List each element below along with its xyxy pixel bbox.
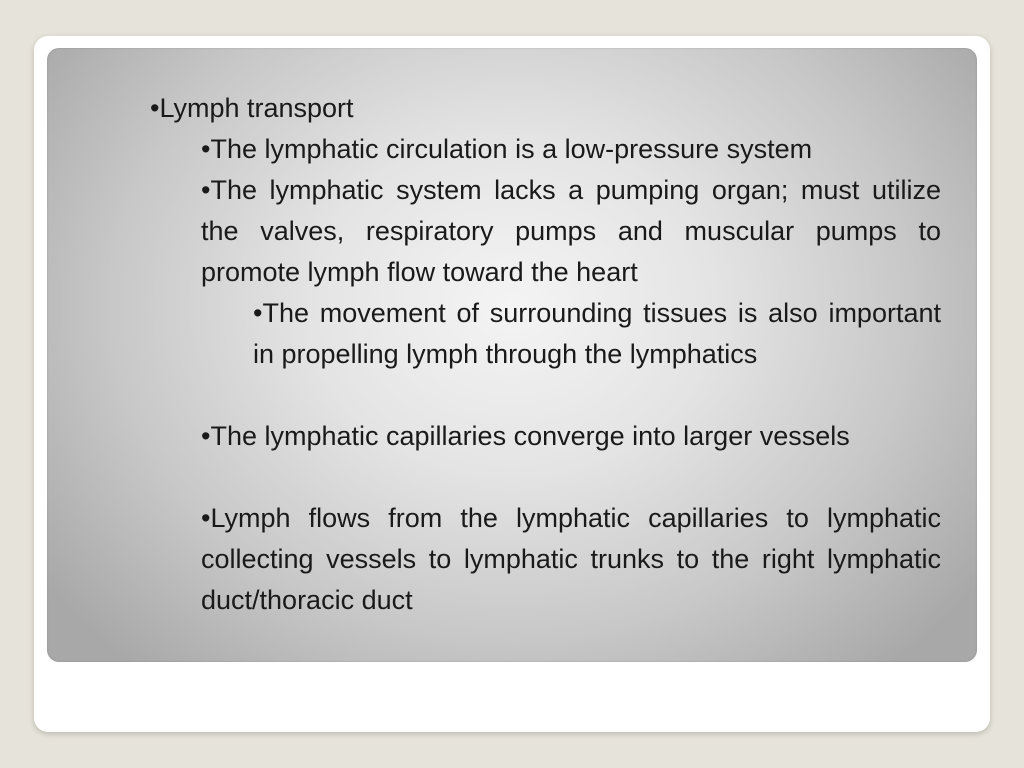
bullet-lymph-flow-path: •Lymph flows from the lymphatic capillaries to lymphatic collecting vessels to lymphatic trunks to the right lymphatic duct/thoracic duct bbox=[201, 503, 941, 615]
bullet-movement-surrounding-tissues: •The movement of surrounding tissues is also important in propelling lymph through the lymphatics bbox=[253, 298, 941, 369]
bullet-lymph-transport: •Lymph transport bbox=[150, 93, 354, 123]
bullet-low-pressure-system: •The lymphatic circulation is a low-pressure system bbox=[201, 134, 813, 164]
bullet-lacks-pumping-organ: •The lymphatic system lacks a pumping organ; must utilize the valves, respiratory pumps and muscular pumps to promote lymph flow toward the heart bbox=[201, 175, 941, 287]
bullet-capillaries-converge: •The lymphatic capillaries converge into larger vessels bbox=[201, 421, 850, 451]
